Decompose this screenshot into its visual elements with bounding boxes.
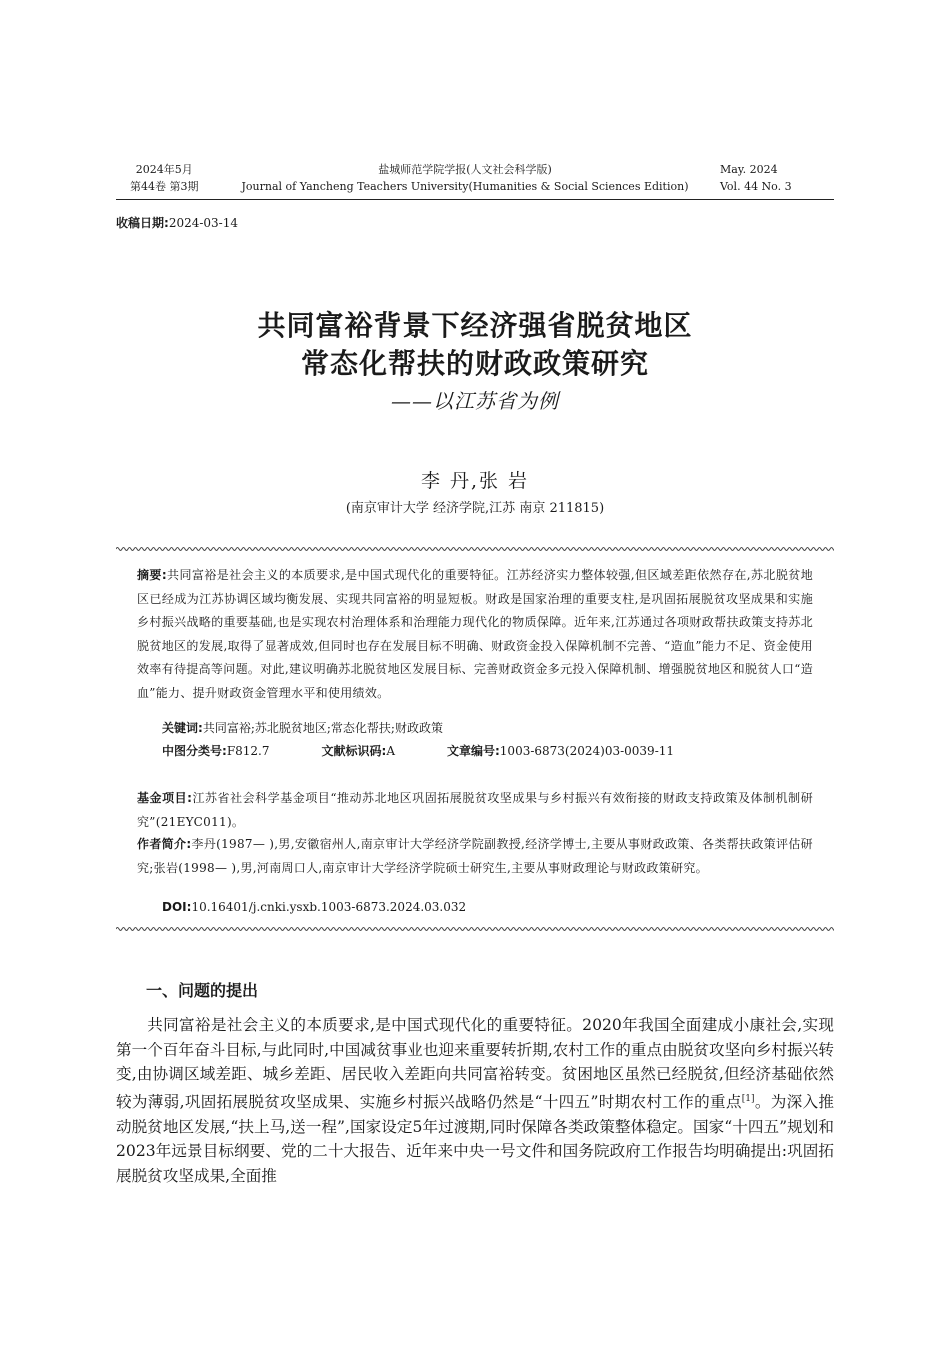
header-volume-en: Vol. 44 No. 3: [720, 180, 792, 193]
header-rule: [116, 199, 834, 200]
header-journal-en: Journal of Yancheng Teachers University(Humanities & Social Sciences Edition): [241, 180, 689, 193]
header-center: [238, 161, 692, 195]
author-intro: [137, 833, 813, 880]
title-line-1: 共同富裕背景下经济强省脱贫地区: [257, 309, 693, 342]
fund-text: 江苏省社会科学基金项目“推动苏北地区巩固拓展脱贫攻坚成果与乡村振兴有效衔接的财政支持政策及体制机制研究”(21EYC011)。: [137, 791, 813, 829]
header-right: [720, 161, 792, 195]
affiliation: (南京审计大学 经济学院,江苏 南京 211815): [345, 501, 605, 516]
section-heading: 一、问题的提出: [146, 981, 259, 1000]
abstract: [137, 564, 813, 705]
wavy-divider-top: [116, 545, 834, 553]
header-date-en: May. 2024: [720, 163, 778, 176]
doi-value: 10.16401/j.cnki.ysxb.1003-6873.2024.03.032: [191, 900, 467, 914]
header-left: [130, 161, 199, 195]
abstract-label: 摘要:: [137, 568, 167, 582]
clc-value: F812.7: [226, 744, 270, 758]
keywords: [162, 719, 443, 736]
doi: [162, 900, 466, 914]
wavy-divider-bottom: [116, 925, 834, 933]
doc-code-value: A: [386, 744, 395, 758]
doi-label: DOI:: [162, 900, 192, 914]
citation-ref: [1]: [741, 1093, 755, 1104]
title-line-2: 常态化帮扶的财政政策研究: [300, 347, 649, 380]
received-value: 2024-03-14: [168, 216, 238, 230]
header-volume-cn: 第44卷 第3期: [130, 180, 199, 193]
keywords-label: 关键词:: [162, 721, 203, 735]
received-label: 收稿日期:: [116, 216, 169, 230]
abstract-text: 共同富裕是社会主义的本质要求,是中国式现代化的重要特征。江苏经济实力整体较强,但区域差距依然存在,苏北脱贫地区已经成为江苏协调区域均衡发展、实现共同富裕的明显短板。财政是国家治理的重要支柱,是巩固拓展脱贫攻坚成果和实施乡村振兴战略的重要基础,也是实现农村治理体系和治理能力现代化的物质保障。近年来,江苏通过各项财政帮扶政策支持苏北脱贫地区的发展,取得了显著成效,但同时也存在发展目标不明确、财政资金投入保障机制不完善、“造血”能力不足、资金使用效率有待提高等问题。对此,建议明确苏北脱贫地区发展目标、完善财政资金多元投入保障机制、增强脱贫地区和脱贫人口“造血”能力、提升财政资金管理水平和使用绩效。: [137, 568, 813, 700]
body-paragraph: [116, 1013, 834, 1188]
article-number-label: 文章编号:: [446, 744, 500, 758]
received-date: [116, 214, 238, 231]
body-text-part1: 共同富裕是社会主义的本质要求,是中国式现代化的重要特征。2020年我国全面建成小康社会,实现第一个百年奋斗目标,与此同时,中国减贫事业也迎来重要转折期,农村工作的重点由脱贫攻坚向乡村振兴转变,由协调区域差距、城乡差距、居民收入差距向共同富裕转变。贫困地区虽然已经脱贫,但经济基础依然较为薄弱,巩固拓展脱贫攻坚成果、实施乡村振兴战略仍然是“十四五”时期农村工作的重点: [116, 1016, 834, 1111]
authors: 李 丹,张 岩: [420, 470, 530, 492]
subtitle: ——以江苏省为例: [391, 389, 559, 413]
body-text-part2: 。为深入推动脱贫地区发展,“扶上马,送一程”,国家设定5年过渡期,同时保障各类政策整体稳定。国家“十四五”规划和2023年远景目标纲要、党的二十大报告、近年来中央一号文件和国务院政府工作报告均明确提出:巩固拓展脱贫攻坚成果,全面推: [116, 1092, 834, 1185]
classification-line: [162, 742, 674, 759]
header-journal-cn: 盐城师范学院学报(人文社会科学版): [378, 163, 552, 176]
keywords-text: 共同富裕;苏北脱贫地区;常态化帮扶;财政政策: [202, 721, 443, 735]
fund-label: 基金项目:: [137, 791, 193, 805]
author-intro-text: 李丹(1987— ),男,安徽宿州人,南京审计大学经济学院副教授,经济学博士,主要从事财政政策、各类帮扶政策评估研究;张岩(1998— ),男,河南周口人,南京审计大学经济学院硕士研究生,主要从事财政理论与财政政策研究。: [137, 837, 813, 875]
doc-code-label: 文献标识码:: [321, 744, 387, 758]
fund-project: [137, 787, 813, 834]
clc-label: 中图分类号:: [162, 744, 227, 758]
header-date-cn: 2024年5月: [135, 163, 193, 176]
article-number-value: 1003-6873(2024)03-0039-11: [499, 744, 675, 758]
author-intro-label: 作者简介:: [137, 837, 192, 851]
